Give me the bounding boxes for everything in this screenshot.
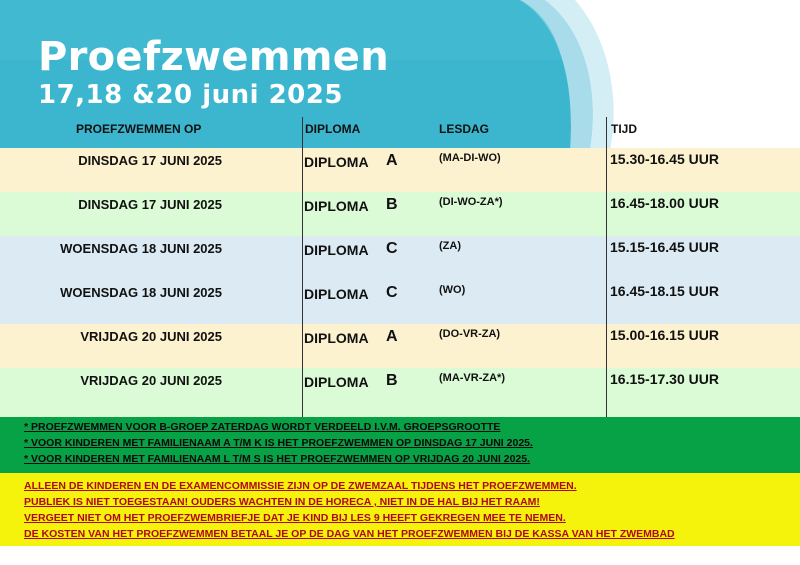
table-row [0,192,800,236]
row-tijd: 15.30-16.45 UUR [610,151,719,167]
column-divider [302,117,303,417]
row-tijd: 15.15-16.45 UUR [610,239,719,255]
row-diploma: DIPLOMA [304,330,369,346]
table-row [0,324,800,368]
warning-line: VERGEET NIET OM HET PROEFZWEMBRIEFJE DAT JE KIND BIJ LES 9 HEEFT GEKREGEN MEE TE NEMEN. [24,512,566,524]
row-date: VRIJDAG 20 JUNI 2025 [80,373,222,388]
row-tijd: 16.15-17.30 UUR [610,371,719,387]
header-lesdag: LESDAG [439,122,490,136]
row-date: WOENSDAG 18 JUNI 2025 [60,241,222,256]
column-divider [606,117,607,417]
notes-green-box [0,417,800,473]
row-diploma: DIPLOMA [304,198,369,214]
row-lesdag: (DO-VR-ZA) [439,328,501,340]
row-lesdag: (ZA) [439,240,461,252]
note-line: * VOOR KINDEREN MET FAMILIENAAM A T/M K IS HET PROEFZWEMMEN OP DINSDAG 17 JUNI 2025. [24,437,533,449]
row-lesdag: (MA-DI-WO) [439,152,501,164]
header-tijd: TIJD [611,122,638,136]
row-tijd: 16.45-18.15 UUR [610,283,719,299]
row-lesdag: (DI-WO-ZA*) [439,196,503,208]
row-diploma-letter: A [386,328,398,345]
note-line: * PROEFZWEMMEN VOOR B-GROEP ZATERDAG WORDT VERDEELD I.V.M. GROEPSGROOTTE [24,421,501,433]
row-diploma: DIPLOMA [304,286,369,302]
row-date: WOENSDAG 18 JUNI 2025 [60,285,222,300]
row-diploma-letter: A [386,152,398,169]
row-diploma-letter: B [386,372,398,389]
row-diploma-letter: C [386,284,398,301]
notes-yellow-box [0,473,800,546]
row-diploma: DIPLOMA [304,154,369,170]
row-date: VRIJDAG 20 JUNI 2025 [80,329,222,344]
note-line: * VOOR KINDEREN MET FAMILIENAAM L T/M S IS HET PROEFZWEMMEN OP VRIJDAG 20 JUNI 2025. [24,453,531,465]
row-diploma: DIPLOMA [304,374,369,390]
page-subtitle: 17,18 &20 juni 2025 [38,80,343,110]
row-diploma-letter: C [386,240,398,257]
row-tijd: 15.00-16.15 UUR [610,327,719,343]
header-diploma: DIPLOMA [305,122,361,136]
row-lesdag: (MA-VR-ZA*) [439,372,505,384]
table-row [0,280,800,324]
table-row [0,236,800,280]
header-proefzwemmen-op: PROEFZWEMMEN OP [76,122,202,136]
row-tijd: 16.45-18.00 UUR [610,195,719,211]
table-row [0,148,800,192]
row-date: DINSDAG 17 JUNI 2025 [78,197,222,212]
page-title: Proefzwemmen [38,34,389,80]
row-diploma-letter: B [386,196,398,213]
warning-line: PUBLIEK IS NIET TOEGESTAAN! OUDERS WACHTEN IN DE HORECA , NIET IN DE HAL BIJ HET RAAM! [24,496,540,508]
row-lesdag: (WO) [439,284,466,296]
warning-line: DE KOSTEN VAN HET PROEFZWEMMEN BETAAL JE OP DE DAG VAN HET PROEFZWEMMEN BIJ DE KASSA VAN HET ZWEMBAD [24,528,675,540]
row-diploma: DIPLOMA [304,242,369,258]
warning-line: ALLEEN DE KINDEREN EN DE EXAMENCOMMISSIE ZIJN OP DE ZWEMZAAL TIJDENS HET PROEFZWEMMEN. [24,480,577,492]
row-date: DINSDAG 17 JUNI 2025 [78,153,222,168]
table-row [0,368,800,417]
